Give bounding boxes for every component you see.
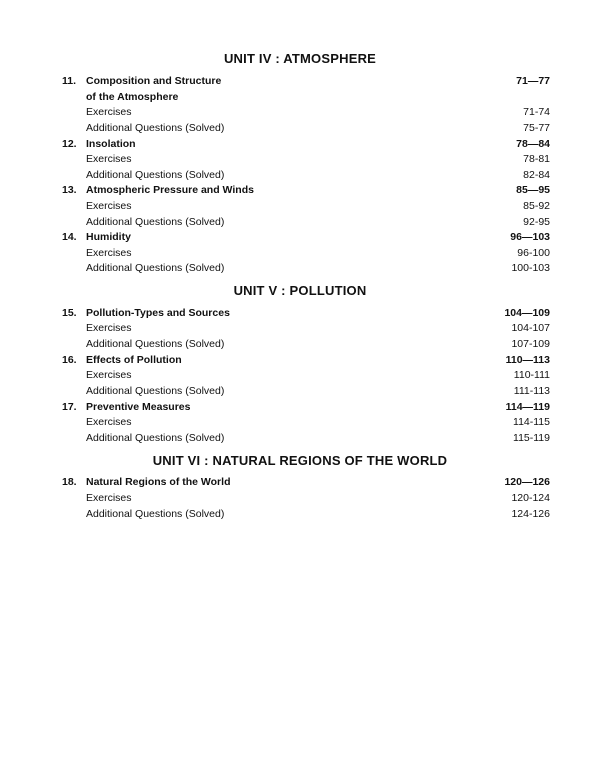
chapter-number: 14. [62, 231, 77, 243]
additional-questions-pages: 75-77 [523, 122, 550, 134]
chapter-title-continued: of the Atmosphere [86, 91, 179, 103]
chapter-number: 16. [62, 354, 77, 366]
unit-heading: UNIT V : POLLUTION [233, 283, 367, 298]
chapter-number: 13. [62, 184, 77, 196]
additional-questions-pages: 115-119 [513, 432, 550, 444]
additional-questions-pages: 111-113 [513, 385, 550, 397]
chapter-title: Humidity [86, 231, 131, 243]
additional-questions-pages: 124-126 [511, 508, 550, 520]
chapter-number: 15. [62, 307, 77, 319]
additional-questions-entry: Additional Questions (Solved) [86, 338, 225, 350]
chapter-pages: 85—95 [516, 184, 550, 196]
unit-heading: UNIT IV : ATMOSPHERE [223, 51, 377, 66]
chapter-number: 17. [62, 401, 77, 413]
chapter-pages: 120—126 [504, 476, 550, 488]
exercises-pages: 85-92 [523, 200, 550, 212]
exercises-entry: Exercises [86, 416, 132, 428]
chapter-title: Pollution-Types and Sources [86, 307, 230, 319]
exercises-pages: 78-81 [523, 153, 550, 165]
exercises-entry: Exercises [86, 492, 132, 504]
chapter-title: Natural Regions of the World [86, 476, 231, 488]
chapter-pages: 78—84 [516, 138, 550, 150]
exercises-pages: 114-115 [513, 416, 550, 428]
chapter-title: Composition and Structure [86, 75, 222, 87]
exercises-entry: Exercises [86, 322, 132, 334]
chapter-pages: 110—113 [505, 354, 550, 366]
additional-questions-entry: Additional Questions (Solved) [86, 385, 225, 397]
exercises-pages: 96-100 [517, 247, 550, 259]
additional-questions-entry: Additional Questions (Solved) [86, 122, 225, 134]
exercises-pages: 110-111 [513, 369, 550, 381]
exercises-entry: Exercises [86, 369, 132, 381]
chapter-title: Preventive Measures [86, 401, 191, 413]
chapter-number: 18. [62, 476, 77, 488]
chapter-title: Effects of Pollution [86, 354, 182, 366]
exercises-entry: Exercises [86, 247, 132, 259]
chapter-number: 12. [62, 138, 77, 150]
additional-questions-entry: Additional Questions (Solved) [86, 262, 225, 274]
exercises-entry: Exercises [86, 106, 132, 118]
chapter-pages: 114—119 [505, 401, 550, 413]
chapter-pages: 71—77 [516, 75, 550, 87]
exercises-entry: Exercises [86, 153, 132, 165]
exercises-pages: 104-107 [511, 322, 550, 334]
additional-questions-pages: 100-103 [511, 262, 550, 274]
unit-heading: UNIT VI : NATURAL REGIONS OF THE WORLD [152, 453, 448, 468]
additional-questions-entry: Additional Questions (Solved) [86, 508, 225, 520]
chapter-pages: 96—103 [510, 231, 550, 243]
exercises-pages: 120-124 [511, 492, 550, 504]
additional-questions-entry: Additional Questions (Solved) [86, 216, 225, 228]
additional-questions-entry: Additional Questions (Solved) [86, 432, 225, 444]
chapter-title: Atmospheric Pressure and Winds [86, 184, 254, 196]
additional-questions-pages: 107-109 [511, 338, 550, 350]
chapter-pages: 104—109 [504, 307, 550, 319]
exercises-pages: 71-74 [523, 106, 550, 118]
additional-questions-entry: Additional Questions (Solved) [86, 169, 225, 181]
exercises-entry: Exercises [86, 200, 132, 212]
chapter-title: Insolation [86, 138, 136, 150]
additional-questions-pages: 92-95 [523, 216, 550, 228]
additional-questions-pages: 82-84 [523, 169, 550, 181]
chapter-number: 11. [62, 75, 77, 87]
